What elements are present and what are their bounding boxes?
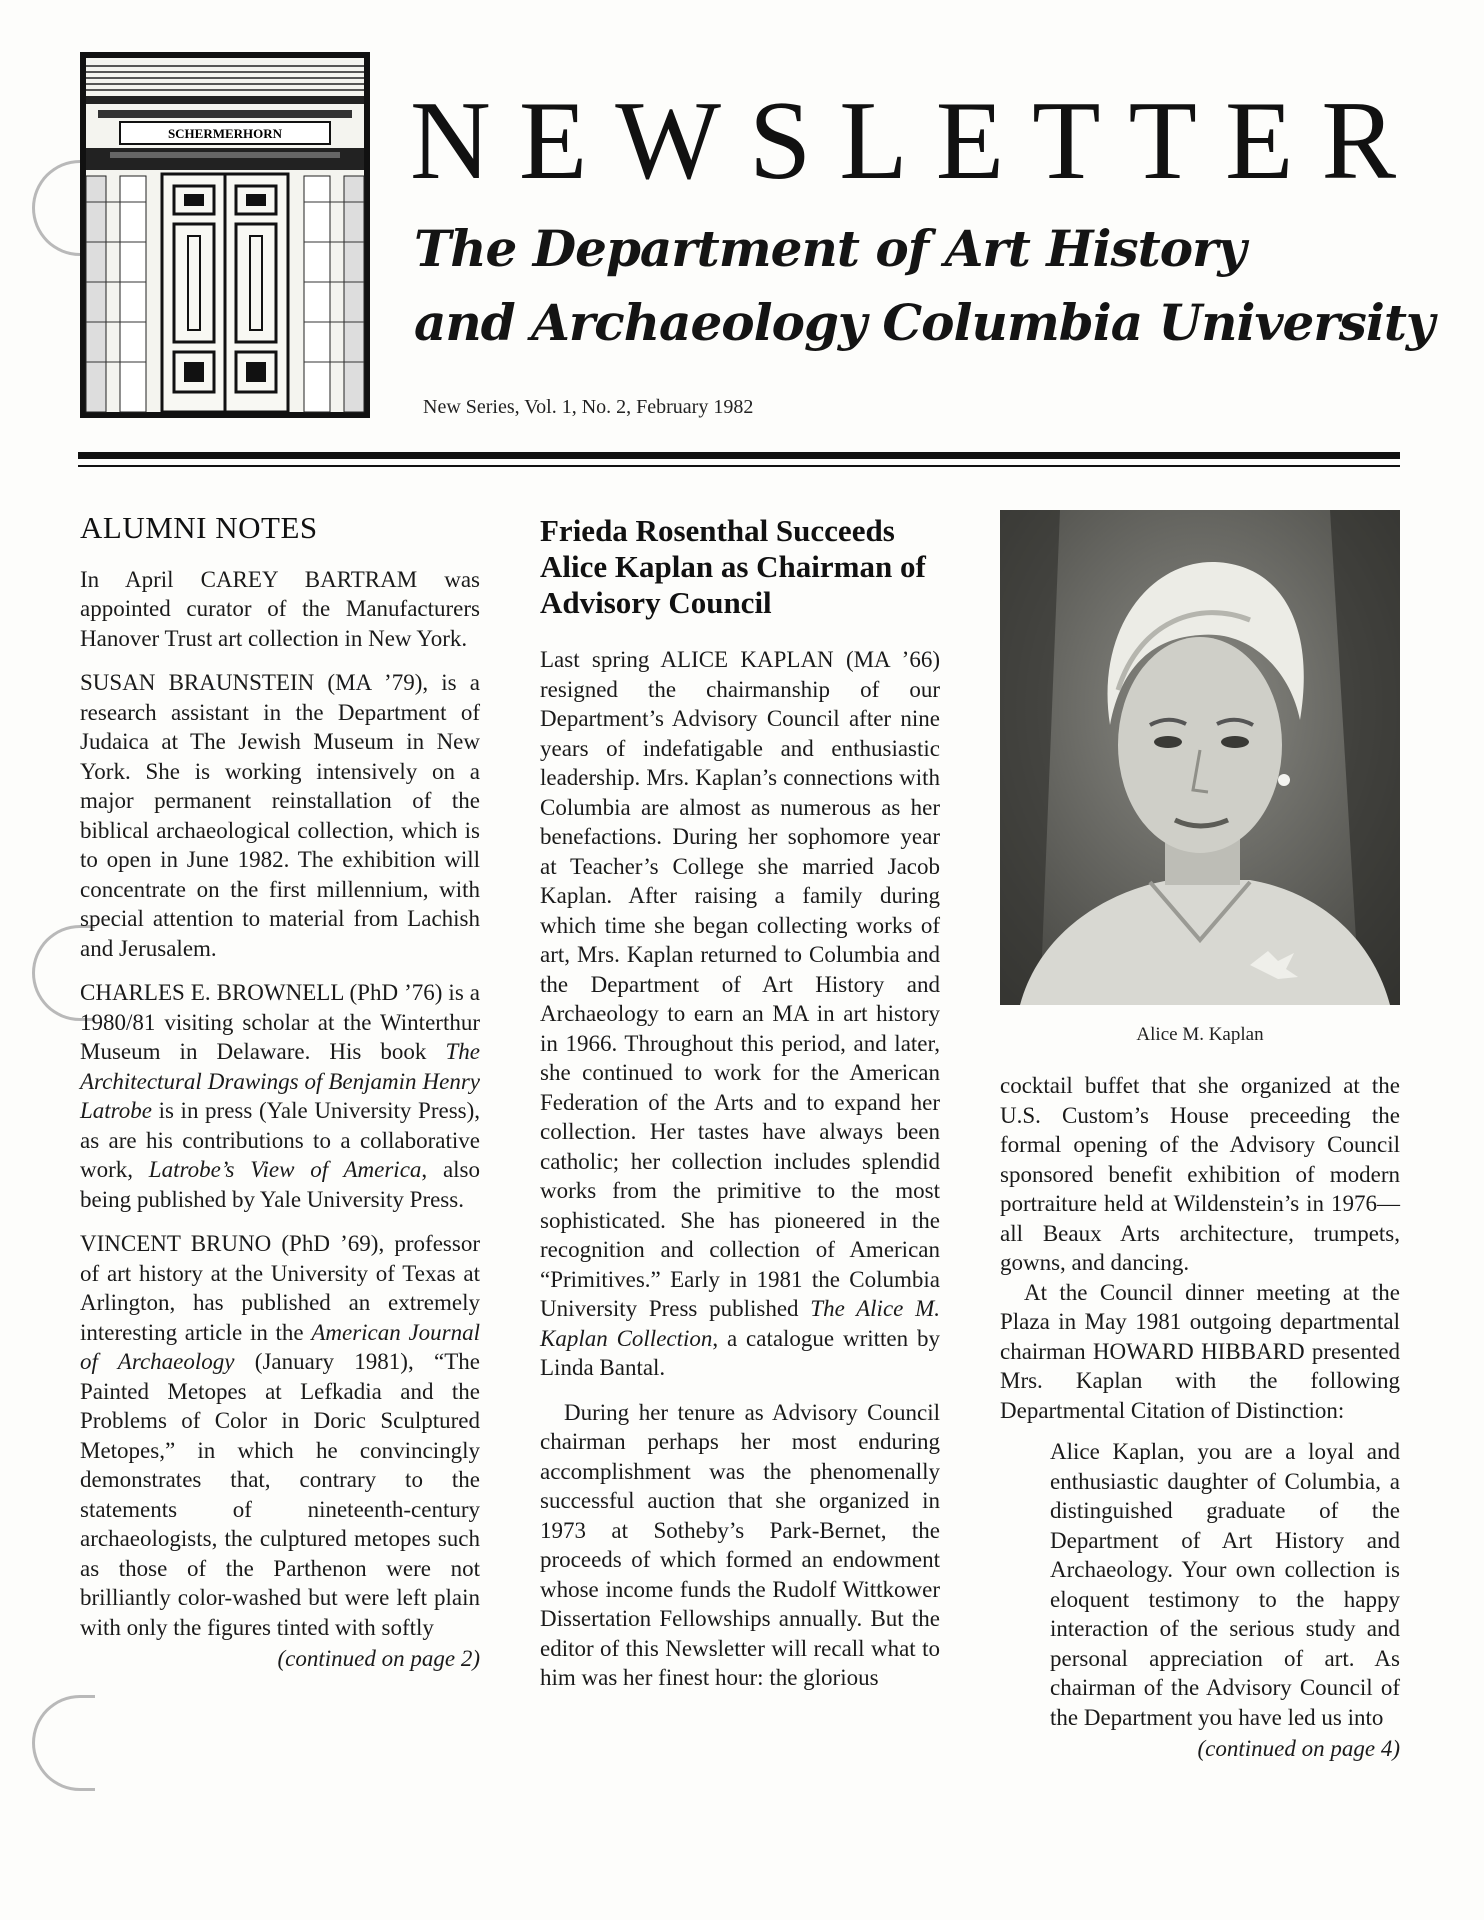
portrait-illustration: [1000, 510, 1400, 1005]
article-paragraph: Last spring ALICE KAPLAN (MA ’66) resigned the chairmanship of our Department’s Advisory Council after nine years of indefatigable and enthusiastic leadership. Mrs. Kaplan’s connections with Columbia are almost as numerous as her benefactions. During her sophomore year at Teacher’s College she married Jacob Kaplan. After raising a family during which time she began collecting works of art, Mrs. Kaplan returned to Columbia and the Department of Art History and Archaeology to earn an MA in art history in 1966. Throughout this period, and later, she continued to work for the American Federation of the Arts and to expand her collection. Her tastes have always been catholic; her collection includes splendid works from the primitive to the most sophisticated. She has pioneered in the recognition and collection of American “Primitives.” Early in 1981 the Columbia University Press published The Alice M. Kaplan Collection, a catalogue written by Linda Bantal.: [540, 647, 940, 1380]
book-title: Latrobe’s View of America: [148, 1157, 422, 1182]
article-paragraph: At the Council dinner meeting at the Plaza in May 1981 outgoing departmental chairman HOWARD HIBBARD presented Mrs. Kaplan with the following Departmental Citation of Distinction:: [1000, 1279, 1400, 1423]
portrait-photo: [1000, 510, 1400, 1005]
alumni-notes-heading: ALUMNI NOTES: [80, 510, 318, 545]
issue-line: New Series, Vol. 1, No. 2, February 1982: [423, 396, 754, 418]
masthead-rule-thick: [78, 452, 1400, 459]
punch-hole: [32, 1695, 95, 1791]
book-title: The Architectural Drawings of Benjamin Henry Latrobe: [80, 1039, 480, 1123]
alumni-note-brownell: CHARLES E. BROWNELL (PhD ’76) is a 1980/81 visiting scholar at the Winterthur Museum in Delaware. His book The Architectural Drawings of Benjamin Henry Latrobe is in press (Yale University Press), as are his contributions to a collaborative work, Latrobe’s View of America, also being published by Yale University Press.: [80, 980, 480, 1212]
subtitle-line-2: and Archaeology Columbia University: [414, 293, 1434, 352]
citation-quote: Alice Kaplan, you are a loyal and enthusiastic daughter of Columbia, a distinguished graduate of the Department of Art History and Archaeology. Your own collection is eloquent testimony to the happy interaction of the serious study and personal appreciation of art. As chairman of the Advisory Council of the Department you have led us into: [1050, 1439, 1400, 1730]
continued-note: (continued on page 4): [1197, 1736, 1400, 1761]
masthead-rule-thin: [78, 465, 1400, 467]
subtitle-line-1: The Department of Art History: [414, 219, 1246, 278]
logo-inscription: SCHERMERHORN: [167, 126, 283, 141]
article-column-continued: [1000, 1071, 1400, 1764]
alumni-note-bruno: VINCENT BRUNO (PhD ’69), professor of art history at the University of Texas at Arlington, has published an extremely interesting article in the American Journal of Archaeology (January 1981), “The Painted Metopes at Lefkadia and the Problems of Color in Doric Sculptured Metopes,” in which he convincingly demonstrates that, contrary to the statements of nineteenth-century archaeologists, the culptured metopes such as those of the Parthenon were not brilliantly color-washed but were left plain with only the figures tinted with softly: [80, 1231, 481, 1640]
masthead-subtitle: [414, 212, 1434, 360]
schermerhorn-doorway-logo: [80, 52, 370, 418]
continued-note: (continued on page 2): [277, 1646, 480, 1671]
masthead-title: NEWSLETTER: [410, 79, 1425, 203]
article-paragraph: During her tenure as Advisory Council chairman perhaps her most enduring accomplishment was the phenomenally successful auction that she organized in 1973 at Sotheby’s Park-Bernet, the proceeds of which formed an endowment whose income funds the Rudolf Wittkower Dissertation Fellowships annually. But the editor of this Newsletter will recall what to him was her finest hour: the glorious: [540, 1399, 940, 1690]
article-column: [540, 505, 940, 1693]
article-title: Frieda Rosenthal Succeeds Alice Kaplan as Chairman of Advisory Council: [540, 513, 926, 620]
journal-title: American Journal of Archaeology: [80, 1319, 481, 1374]
article-paragraph: cocktail buffet that she organized at the U.S. Custom’s House preceeding the formal opening of the Advisory Council sponsored benefit exhibition of modern portraiture held at Wildenstein’s in 1976—all Beaux Arts architecture, trumpets, gowns, and dancing.: [1000, 1073, 1400, 1275]
alumni-note-braunstein: SUSAN BRAUNSTEIN (MA ’79), is a research assistant in the Department of Judaica at The Jewish Museum in New York. She is working intensively on a major permanent reinstallation of the biblical archaeological collection, which is to open in June 1982. The exhibition will concentrate on the first millennium, with special attention to material from Lachish and Jerusalem.: [80, 670, 480, 961]
alumni-notes-column: [80, 505, 480, 1674]
book-title: The Alice M. Kaplan Collection: [540, 1296, 940, 1351]
photo-caption: Alice M. Kaplan: [1136, 1024, 1264, 1045]
alumni-note-bartram: In April CAREY BARTRAM was appointed curator of the Manufacturers Hanover Trust art collection in New York.: [80, 566, 480, 651]
